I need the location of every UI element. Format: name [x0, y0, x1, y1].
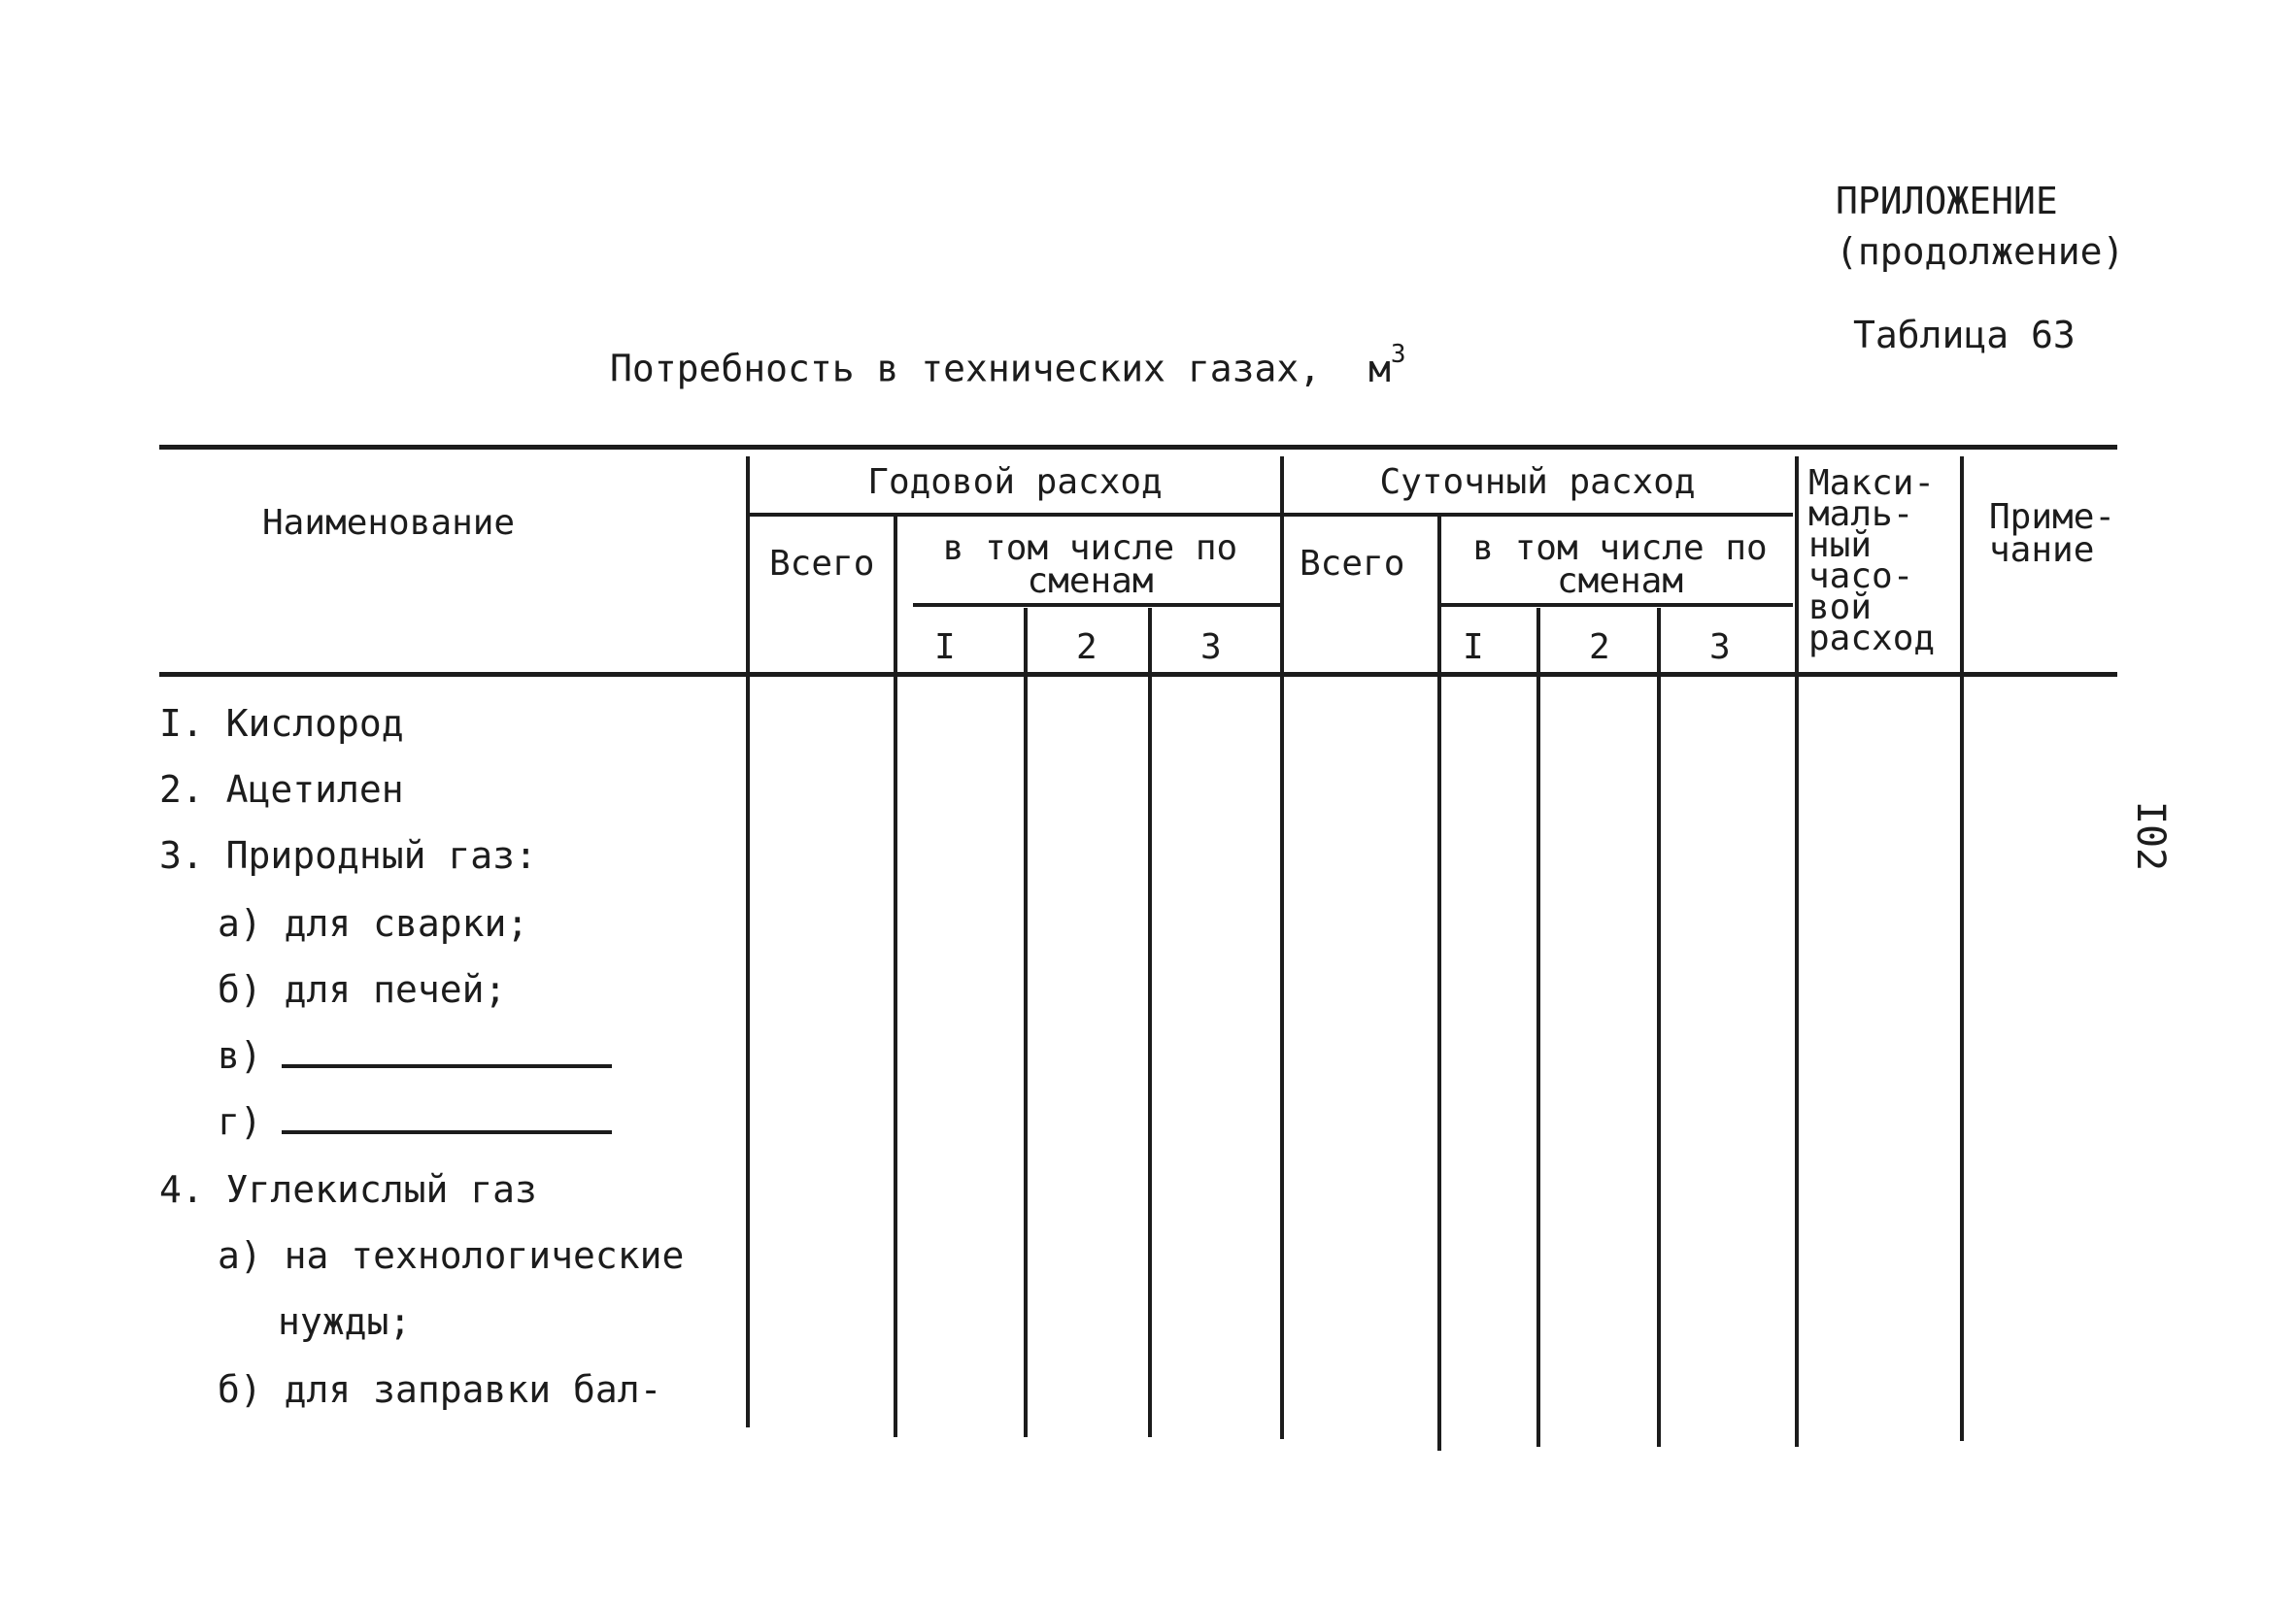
col-rule-max-left [1795, 456, 1799, 1447]
blank-line [282, 1039, 612, 1068]
header-annual: Годовой расход [867, 462, 1163, 502]
row-letter: в) [218, 1034, 262, 1077]
shift-rule-daily [1441, 603, 1793, 607]
shift-rule-annual [913, 603, 1280, 607]
row-co2-needs: нужды; [278, 1300, 412, 1343]
header-max-hourly [1808, 463, 1936, 658]
by-shifts-line1: в том числе по [1472, 528, 1768, 568]
header-daily: Суточный расход [1379, 462, 1696, 502]
header-name: Наименование [262, 503, 516, 543]
max-hourly-line: маль- [1808, 494, 1914, 534]
header-daily-shift-2: 2 [1589, 627, 1610, 667]
header-annual-shift-1: I [934, 627, 956, 667]
row-carbon-dioxide: 4. Углекислый газ [159, 1168, 537, 1211]
table-title-text: Потребность в технических газах, [610, 347, 1322, 390]
row-co2-technological: а) на технологические [218, 1234, 685, 1277]
header-note [1989, 497, 2116, 570]
by-shifts-line2: сменам [1027, 561, 1154, 601]
blank-line [282, 1105, 612, 1134]
header-annual-shift-3: 3 [1200, 627, 1222, 667]
header-annual-by-shifts [903, 528, 1277, 601]
note-line: Приме- [1989, 497, 2116, 537]
row-natural-gas-welding: а) для сварки; [218, 902, 529, 945]
header-annual-total: Всего [769, 544, 875, 584]
header-annual-shift-2: 2 [1076, 627, 1097, 667]
row-natural-gas: 3. Природный газ: [159, 834, 537, 877]
by-shifts-line1: в том числе по [942, 528, 1238, 568]
note-line: чание [1989, 530, 2095, 570]
header-daily-by-shifts [1447, 528, 1793, 601]
group-rule-daily [1280, 513, 1793, 517]
max-hourly-line: Макси- [1808, 463, 1936, 503]
table-number: Таблица 63 [1853, 314, 2076, 356]
row-oxygen: I. Кислород [159, 702, 404, 745]
col-rule-shift-1-2-a [1024, 608, 1028, 1437]
table-top-rule [159, 445, 2117, 450]
row-acetylene: 2. Ацетилен [159, 768, 404, 811]
col-rule-daily-left [1280, 456, 1284, 1439]
header-daily-total: Всего [1300, 544, 1405, 584]
col-rule-shift-1-2-d [1536, 608, 1540, 1447]
row-natural-gas-blank-v [218, 1034, 612, 1077]
col-rule-daily-total [1437, 517, 1441, 1451]
by-shifts-line2: сменам [1556, 561, 1684, 601]
col-rule-shift-2-3-d [1657, 608, 1661, 1447]
row-co2-cylinders: б) для заправки бал- [218, 1368, 662, 1411]
header-daily-shift-1: I [1463, 627, 1484, 667]
max-hourly-line: расход [1808, 619, 1936, 658]
unit-superscript: 3 [1390, 340, 1406, 369]
page-number: I02 [2128, 800, 2174, 872]
header-daily-shift-3: 3 [1709, 627, 1731, 667]
col-rule-note-left [1960, 456, 1964, 1441]
row-letter: г) [218, 1100, 262, 1143]
col-rule-annual-left [746, 456, 750, 1427]
row-natural-gas-blank-g [218, 1100, 612, 1143]
group-rule-annual [748, 513, 1280, 517]
header-bottom-rule [159, 672, 2117, 677]
table-title [610, 340, 1406, 390]
continuation-label: (продолжение) [1836, 230, 2125, 273]
max-hourly-line: часо- [1808, 556, 1914, 596]
max-hourly-line: ный [1808, 525, 1873, 565]
col-rule-annual-total [894, 517, 897, 1437]
table-title-unit: $м^3$ [1367, 340, 1406, 390]
max-hourly-line: вой [1808, 587, 1873, 627]
row-natural-gas-furnaces: б) для печей; [218, 968, 507, 1011]
col-rule-shift-2-3-a [1148, 608, 1152, 1437]
appendix-label: ПРИЛОЖЕНИЕ [1836, 180, 2058, 222]
